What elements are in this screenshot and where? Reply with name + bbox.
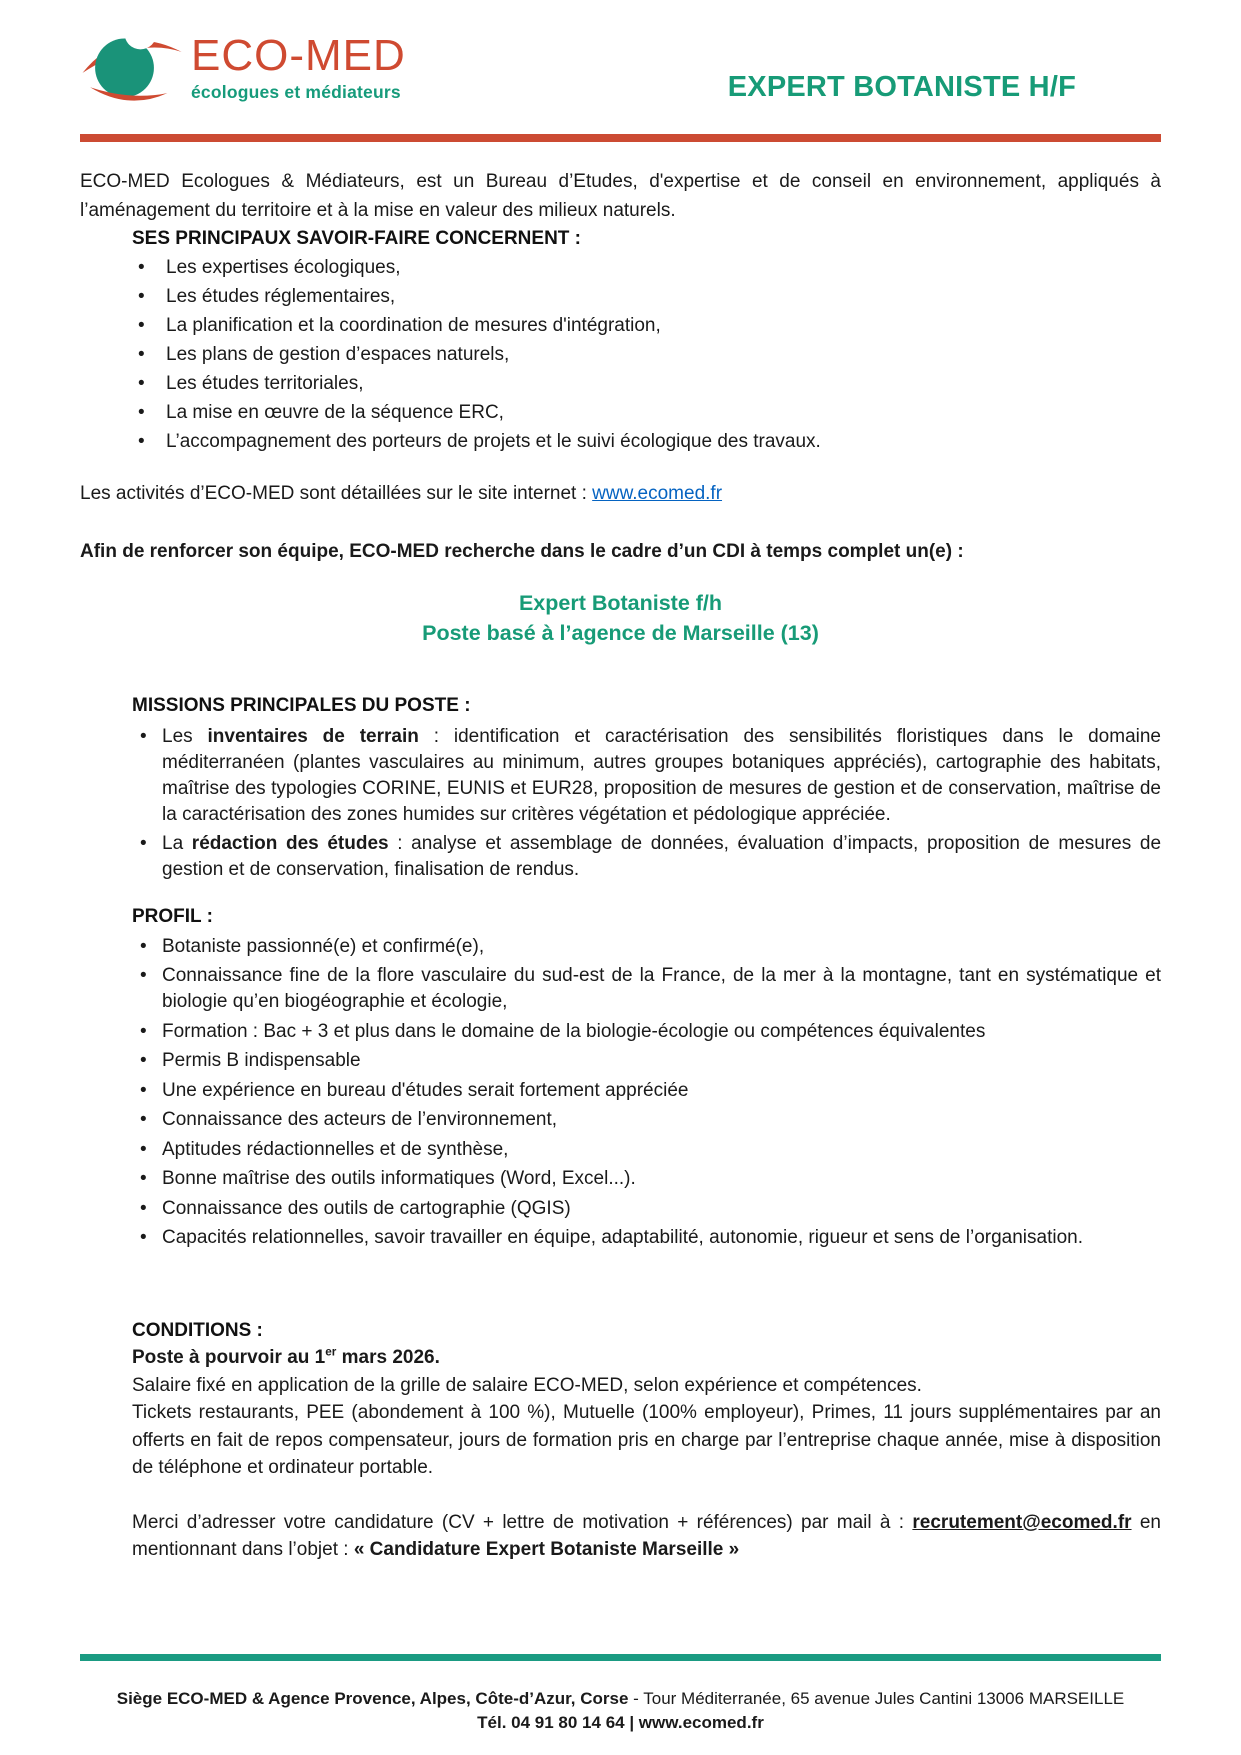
start-date-line xyxy=(132,1344,1161,1372)
list-item xyxy=(132,831,1161,883)
header-divider xyxy=(80,134,1161,142)
missions-list xyxy=(132,724,1161,883)
logo-tagline: écologues et médiateurs xyxy=(191,82,401,102)
page-title: EXPERT BOTANISTE H/F xyxy=(727,71,1076,103)
cdi-line: Afin de renforcer son équipe, ECO-MED recherche dans le cadre d’un CDI à temps complet un(e) : xyxy=(80,541,964,562)
apply-paragraph xyxy=(132,1509,1161,1564)
logo-text xyxy=(191,16,406,103)
list-item: • Les expertises écologiques, xyxy=(132,254,1161,282)
list-item: • Capacités relationnelles, savoir travailler en équipe, adaptabilité, autonomie, rigueur et sens de l’organisation. xyxy=(132,1225,1161,1251)
section-conditions xyxy=(132,1317,1161,1564)
profil-heading: PROFIL : xyxy=(132,906,213,927)
footer-contact-line: Tél. 04 91 80 14 64 | www.ecomed.fr xyxy=(477,1713,764,1732)
apply-text-middle: en mentionnant dans l’objet : xyxy=(132,1511,1161,1560)
page-header xyxy=(80,16,1161,116)
list-item: • Les études territoriales, xyxy=(132,370,1161,398)
list-item: • L’accompagnement des porteurs de projets et le suivi écologique des travaux. xyxy=(132,428,1161,456)
website-line-text: Les activités d’ECO-MED sont détaillées sur le site internet : xyxy=(80,483,593,504)
logo-name: ECO-MED xyxy=(191,31,406,80)
salary-line: Salaire fixé en application de la grille de salaire ECO-MED, selon expérience et compétences. xyxy=(132,1374,922,1396)
list-item: • Bonne maîtrise des outils informatiques (Word, Excel...). xyxy=(132,1166,1161,1192)
list-item: • Formation : Bac + 3 et plus dans le domaine de la biologie-écologie ou compétences équivalentes xyxy=(132,1019,1161,1045)
footer-address-rest: - Tour Méditerranée, 65 avenue Jules Cantini 13006 MARSEILLE xyxy=(628,1689,1125,1708)
list-item: • Connaissance fine de la flore vasculaire du sud-est de la France, de la mer à la montagne, tant en systématique et biologie qu’en biogéographie et écologie, xyxy=(132,963,1161,1015)
section-savoir-faire xyxy=(132,225,1161,455)
section-profil xyxy=(132,903,1161,1251)
savoir-faire-heading: SES PRINCIPAUX SAVOIR-FAIRE CONCERNENT : xyxy=(132,228,582,249)
page-footer xyxy=(80,1654,1161,1755)
apply-text: Merci d’adresser votre candidature (CV + lettre de motivation + références) par mail à : xyxy=(132,1511,913,1533)
savoir-faire-list xyxy=(132,254,1161,456)
missions-heading: MISSIONS PRINCIPALES DU POSTE : xyxy=(132,695,471,716)
footer-address-bold: Siège ECO-MED & Agence Provence, Alpes, Côte-d’Azur, Corse xyxy=(116,1689,629,1708)
list-item: • Connaissance des acteurs de l’environnement, xyxy=(132,1107,1161,1133)
mission-text: : analyse et assemblage de données, évaluation d’impacts, proposition de mesures de gestion et de conservation, finalisation de rendus. xyxy=(162,833,1162,880)
list-item xyxy=(132,724,1161,828)
conditions-heading: CONDITIONS : xyxy=(132,1320,263,1341)
section-missions xyxy=(132,692,1161,883)
start-date-text-end: mars 2026. xyxy=(336,1347,440,1368)
website-link[interactable]: www.ecomed.fr xyxy=(592,483,723,504)
mission-prefix: La xyxy=(162,833,192,854)
list-item: • Aptitudes rédactionnelles et de synthèse, xyxy=(132,1137,1161,1163)
list-item: • La planification et la coordination de mesures d'intégration, xyxy=(132,312,1161,340)
list-item: • Botaniste passionné(e) et confirmé(e), xyxy=(132,934,1161,960)
list-item: • Les études réglementaires, xyxy=(132,283,1161,311)
list-item: • Les plans de gestion d’espaces naturels, xyxy=(132,341,1161,369)
start-date-ordinal: er xyxy=(325,1345,337,1359)
list-item: • Connaissance des outils de cartographie (QGIS) xyxy=(132,1196,1161,1222)
footer-address-line xyxy=(80,1687,1161,1711)
recruitment-email-link[interactable]: recrutement@ecomed.fr xyxy=(912,1511,1132,1533)
ecomed-logo xyxy=(80,16,406,108)
position-location: Poste basé à l’agence de Marseille (13) xyxy=(422,621,819,645)
list-item: • Une expérience en bureau d'études serait fortement appréciée xyxy=(132,1078,1161,1104)
footer-divider xyxy=(80,1654,1161,1661)
list-item: • Permis B indispensable xyxy=(132,1048,1161,1074)
start-date-text: Poste à pourvoir au 1 xyxy=(132,1347,326,1368)
apply-subject: « Candidature Expert Botaniste Marseille » xyxy=(353,1539,740,1560)
mission-keyword: inventaires de terrain xyxy=(207,726,419,747)
footer-text xyxy=(80,1687,1161,1735)
mission-prefix: Les xyxy=(162,726,208,747)
profil-list xyxy=(132,934,1161,1252)
intro-paragraph: ECO-MED Ecologues & Médiateurs, est un Bureau d’Etudes, d'expertise et de conseil en environnement, appliqués à l’aménagement du territoire et à la mise en valeur des milieux naturels. xyxy=(80,171,1161,221)
position-title-block xyxy=(80,588,1161,648)
mission-keyword: rédaction des études xyxy=(191,833,389,854)
position-title: Expert Botaniste f/h xyxy=(518,591,723,615)
benefits-line: Tickets restaurants, PEE (abondement à 100 %), Mutuelle (100% employeur), Primes, 11 jours supplémentaires par an offerts en fait de repos compensateur, jours de formation pris en charge par l’entreprise chaque année, mise à disposition de téléphone et ordinateur portable. xyxy=(132,1402,1161,1478)
list-item: • La mise en œuvre de la séquence ERC, xyxy=(132,399,1161,427)
website-line xyxy=(80,480,1161,507)
mission-text: : identification et caractérisation des sensibilités floristiques dans le domaine méditerranéen (plantes vasculaires au minimum, autres groupes botaniques appréciés), cartographie des habitats, maîtrise des typologies CORINE, EUNIS et EUR28, proposition de mesures de gestion et de conservation, maîtrise de la caractérisation des zones humides sur critères végétation et pédologique appréciée. xyxy=(162,726,1161,825)
eye-logo-icon xyxy=(80,16,185,108)
